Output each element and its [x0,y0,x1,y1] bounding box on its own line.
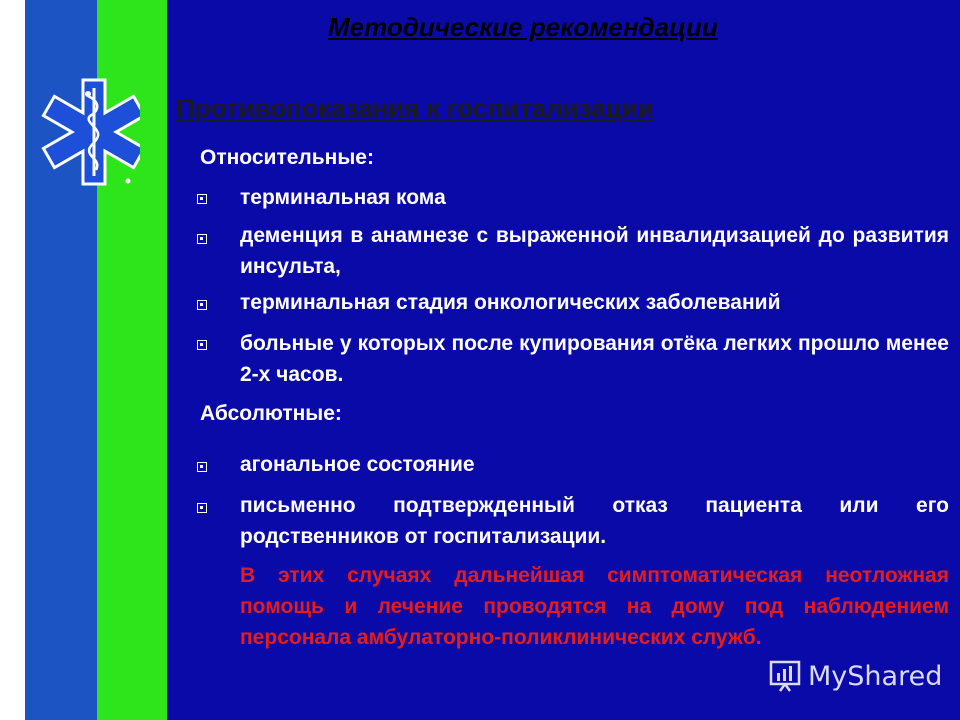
absolute-heading: Абсолютные: [200,402,342,425]
page-title: Методические рекомендации [328,12,718,42]
list-item: письменно подтвержденный отказ пациента или его родственников от госпитализации. [240,494,949,548]
list-item: терминальная стадия онкологических заболеваний [240,291,781,314]
bullet-icon [197,462,207,472]
list-item: деменция в анамнезе с выраженной инвалидизацией до развития инсульта, [240,224,949,278]
watermark-text: MyShared [808,660,943,692]
relative-heading: Относительные: [200,146,374,169]
bullet-icon [197,194,207,204]
bullet-icon [197,340,207,350]
note-text: В этих случаях дальнейшая симптоматическая неотложная помощь и лечение проводятся на дому под наблюдением персонала амбулаторно-поликлинических служб. [240,564,949,649]
section-subtitle: Противопоказания к госпитализации [176,93,654,123]
watermark [768,655,942,697]
star-of-life-icon [38,78,140,188]
list-item: больные у которых после купирования отёка легких прошло менее 2-х часов. [240,332,949,386]
left-white-stripe [0,0,25,720]
bullet-icon [197,300,207,310]
bullet-icon [197,234,207,244]
chart-presentation-icon [768,659,802,693]
bullet-icon [197,503,207,513]
list-item: терминальная кома [240,186,446,209]
list-item: агональное состояние [240,453,475,476]
